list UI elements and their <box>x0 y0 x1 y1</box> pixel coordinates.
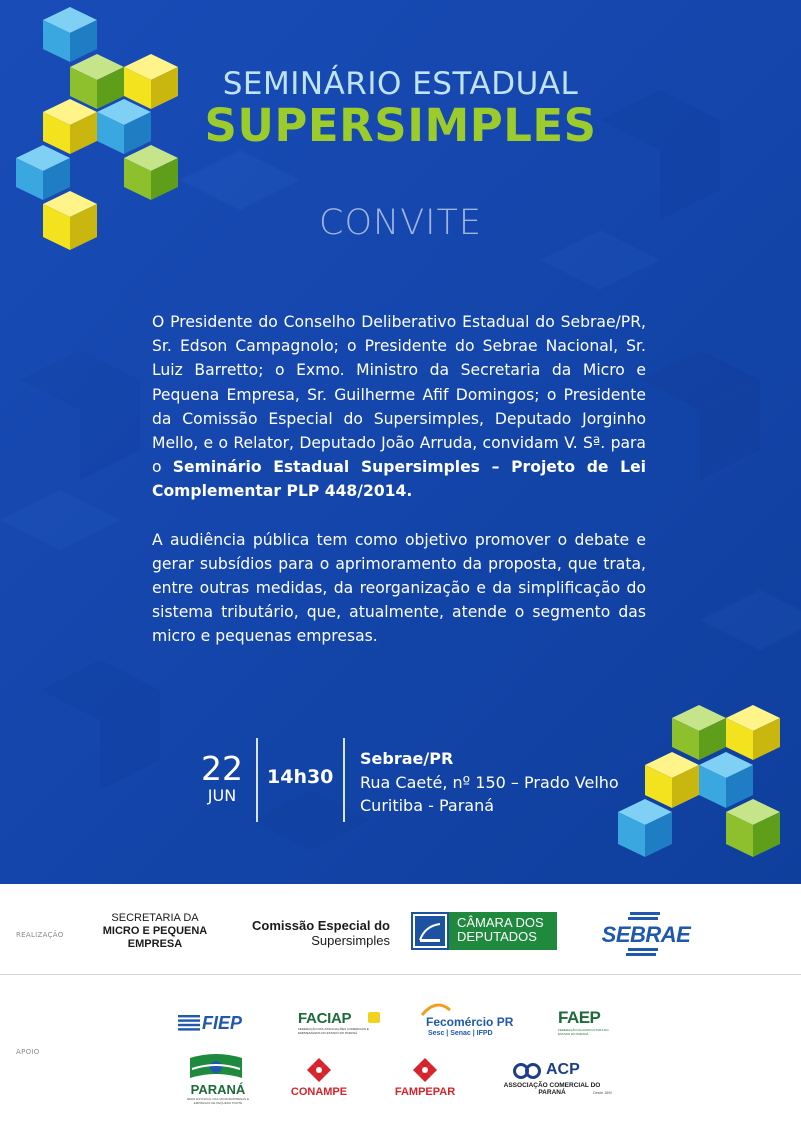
divider <box>256 738 258 822</box>
event-day: 22 <box>201 749 243 788</box>
faciap-wordmark: FACIAP <box>298 1010 352 1027</box>
fiep-stripes-icon <box>178 1015 200 1031</box>
event-title-line2: SUPERSIMPLES <box>204 99 597 152</box>
acp-since: Desde 1890 <box>593 1091 612 1095</box>
camara-name <box>449 912 557 950</box>
divider <box>343 738 345 822</box>
cube-cluster-bottom <box>618 705 780 857</box>
fampepar-star-icon <box>411 1056 439 1084</box>
fiep-wordmark: FIEP <box>202 1013 243 1033</box>
faep-wordmark: FAEP <box>558 1008 601 1027</box>
invitation-paragraph-1 <box>152 310 646 504</box>
event-month: JUN <box>207 786 237 805</box>
invitation-body <box>152 310 646 649</box>
fecomercio-wordmark: Fecomércio PR <box>426 1015 514 1029</box>
fiep-logo <box>178 1013 268 1033</box>
sebrae-wordmark: SEBRAE <box>601 922 691 947</box>
secretaria-line1: SECRETARIA DA <box>111 912 199 924</box>
faciap-subtitle: FEDERAÇÃO DAS ASSOCIAÇÕES COMERCIAIS E EMPRESARIAIS DO ESTADO DO PARANÁ <box>298 1027 369 1035</box>
venue-address: Rua Caeté, nº 150 – Prado Velho <box>360 772 619 792</box>
conampe-star-icon <box>305 1056 333 1084</box>
fampepar-logo <box>388 1056 462 1100</box>
event-title-line1: SEMINÁRIO ESTADUAL <box>222 66 579 102</box>
supporters-label: APOIO <box>16 1048 40 1056</box>
faciap-logo <box>298 1010 388 1040</box>
faep-subtitle: FEDERAÇÃO DA AGRICULTURA DO ESTADO DO PARANÁ <box>558 1028 609 1036</box>
fecomercio-subtitle: Sesc | Senac | IFPD <box>428 1030 493 1037</box>
event-date <box>196 750 248 804</box>
camara-line2: DEPUTADOS <box>457 929 537 944</box>
acp-wordmark: ACP <box>546 1061 580 1078</box>
parana-flag-icon <box>188 1052 244 1082</box>
venue-name: Sebrae/PR <box>360 749 454 768</box>
parana-logo <box>182 1052 254 1108</box>
camara-logo <box>411 912 557 950</box>
invitation-paragraph-2: A audiência pública tem como objetivo promover o debate e gerar subsídios para o aprimoramento da proposta, que trata, entre outras medidas, da reorganização e da simplificação do sistema tributário, que, atualmente, atende o segmento das micro e pequenas empresas. <box>152 530 646 646</box>
fampepar-wordmark: FAMPEPAR <box>394 1086 456 1098</box>
fecomercio-logo <box>418 1002 514 1042</box>
secretaria-line3: EMPRESA <box>127 938 183 950</box>
secretaria-line2: MICRO E PEQUENA <box>102 925 208 937</box>
acp-rings-icon <box>512 1062 542 1080</box>
invitation-heading: CONVITE <box>319 203 482 243</box>
comissao-line2: Supersimples <box>311 933 390 948</box>
supporters-strip <box>0 975 801 1125</box>
event-time: 14h30 <box>267 766 334 788</box>
conampe-wordmark: CONAMPE <box>290 1086 348 1098</box>
comissao-line1: Comissão Especial do <box>252 918 390 933</box>
organizers-label: REALIZAÇÃO <box>16 931 64 939</box>
faep-logo <box>558 1008 618 1038</box>
camara-line1: CÂMARA DOS <box>457 915 544 930</box>
comissao-logo <box>246 918 396 948</box>
invitation-intro: O Presidente do Conselho Deliberativo Estadual do Sebrae/PR, Sr. Edson Campagnolo; o Presidente do Sebrae Nacional, Sr. Luiz Barretto; o Exmo. Ministro da Secretaria da Micro e Pequena Empresa, Sr. Guilherme Afif Domingos; o Presidente da Comissão Especial do Supersimples, Deputado Jorginho Mello, e o Relator, Deputado João Arruda, convidam V. Sª. para o <box>152 313 646 477</box>
camara-icon <box>411 912 449 950</box>
conampe-logo <box>284 1056 354 1100</box>
venue-city: Curitiba - Paraná <box>360 796 495 815</box>
parana-wordmark: PARANÁ <box>190 1082 246 1097</box>
sebrae-logo <box>600 912 692 956</box>
event-venue <box>360 747 619 818</box>
secretaria-logo <box>100 912 210 951</box>
parana-subtitle: REDE ESTADUAL DAS MICROEMPRESAS E EMPRESAS DE PEQUENO PORTE <box>186 1097 249 1105</box>
faciap-icon <box>368 1012 380 1023</box>
invitation-event-name: Seminário Estadual Supersimples – Projeto de Lei Complementar PLP 448/2014. <box>152 458 646 501</box>
fecomercio-arc-icon <box>420 1002 452 1016</box>
acp-fullname: ASSOCIAÇÃO COMERCIAL DO PARANÁ <box>503 1082 601 1096</box>
acp-logo <box>490 1060 614 1100</box>
